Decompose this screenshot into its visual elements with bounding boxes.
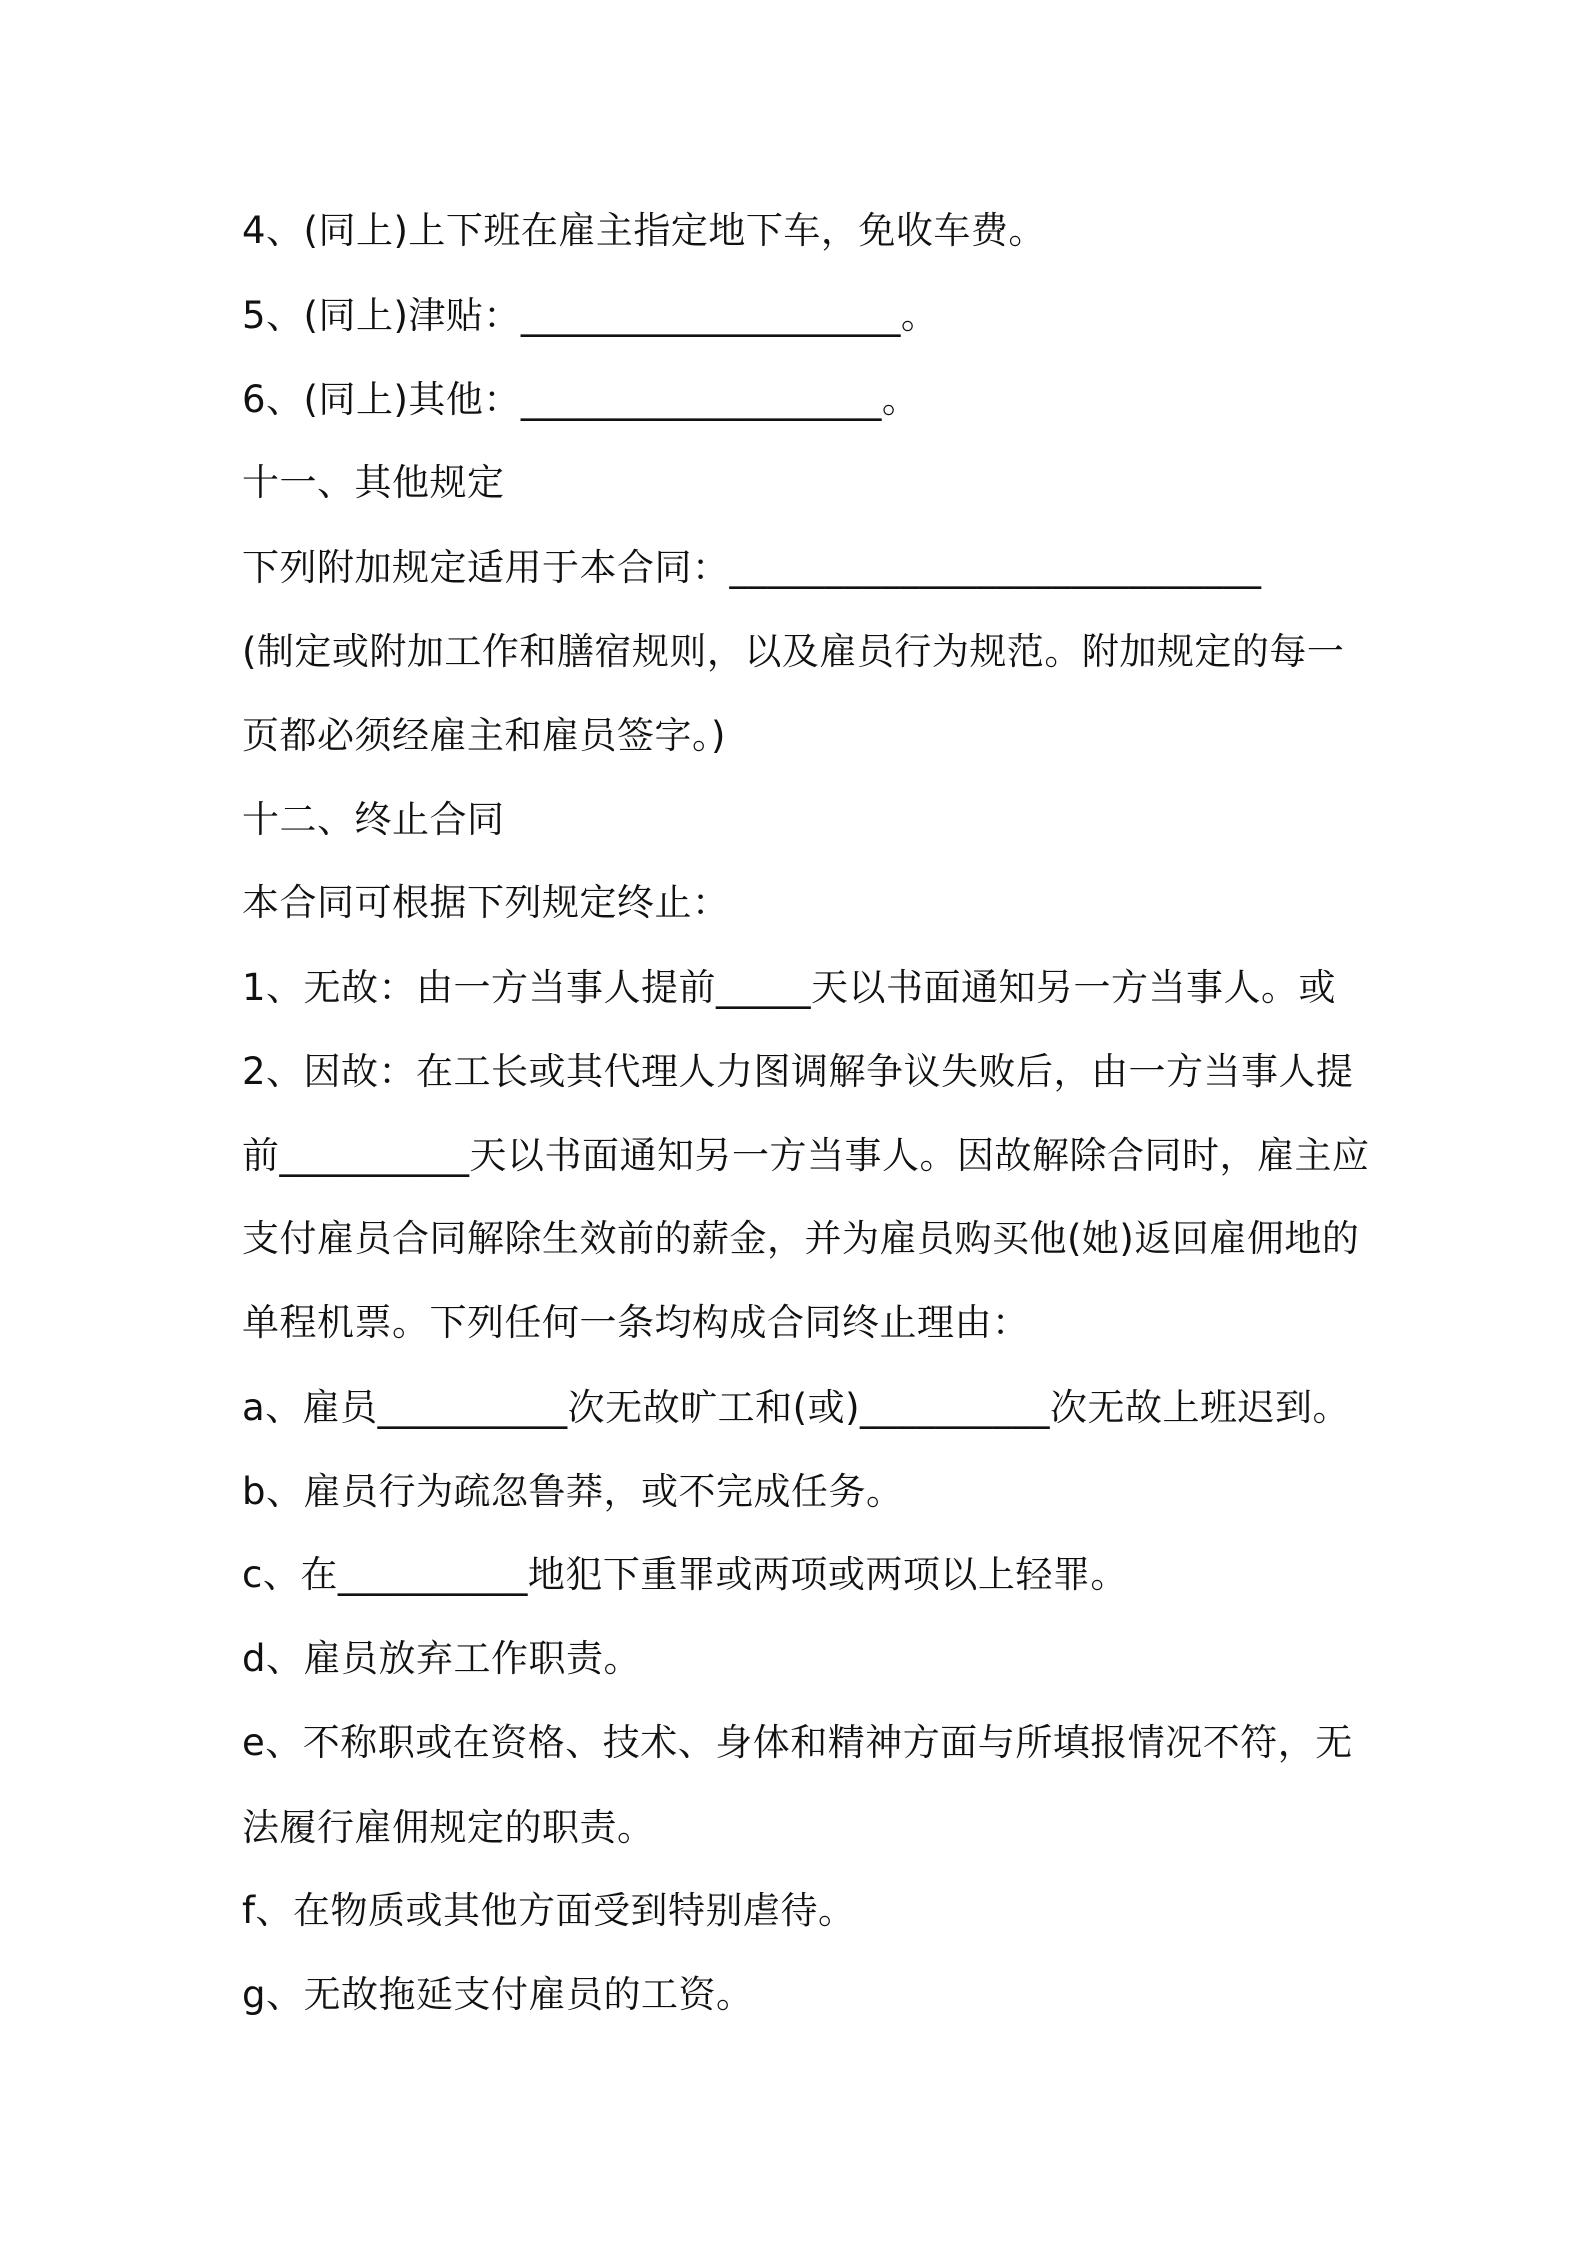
section-11-heading: 十一、其他规定 [242, 461, 505, 504]
reason-e-line-1: e、不称职或在资格、技术、身体和精神方面与所填报情况不符，无 [242, 1721, 1353, 1764]
termination-clause-1: 1、无故：由一方当事人提前_____天以书面通知另一方当事人。或 [242, 966, 1337, 1009]
section-12-heading: 十二、终止合同 [242, 798, 505, 841]
reason-d: d、雇员放弃工作职责。 [242, 1637, 641, 1680]
clause-5-allowance: 5、(同上)津贴：____________________。 [242, 294, 939, 337]
reason-a: a、雇员__________次无故旷工和(或)__________次无故上班迟到。 [242, 1386, 1351, 1429]
termination-clause-2-line-3: 支付雇员合同解除生效前的薪金，并为雇员购买他(她)返回雇佣地的 [242, 1217, 1360, 1260]
clause-6-other: 6、(同上)其他：___________________。 [242, 378, 920, 421]
reason-e-line-2: 法履行雇佣规定的职责。 [242, 1806, 655, 1849]
reason-g: g、无故拖延支付雇员的工资。 [242, 1973, 754, 2016]
reason-c: c、在__________地犯下重罪或两项或两项以上轻罪。 [242, 1553, 1128, 1596]
reason-f: f、在物质或其他方面受到特别虐待。 [242, 1889, 856, 1932]
termination-clause-2-line-2: 前__________天以书面通知另一方当事人。因故解除合同时，雇主应 [242, 1134, 1370, 1177]
termination-intro: 本合同可根据下列规定终止： [242, 881, 730, 924]
termination-clause-2-line-4: 单程机票。下列任何一条均构成合同终止理由： [242, 1301, 1030, 1344]
clause-4-transport: 4、(同上)上下班在雇主指定地下车，免收车费。 [242, 209, 1046, 252]
additional-rules-note-1: (制定或附加工作和膳宿规则，以及雇员行为规范。附加规定的每一 [242, 630, 1345, 673]
termination-clause-2-line-1: 2、因故：在工长或其代理人力图调解争议失败后，由一方当事人提 [242, 1050, 1354, 1093]
additional-rules-note-2: 页都必须经雇主和雇员签字。) [242, 714, 726, 757]
additional-rules-line: 下列附加规定适用于本合同：____________________________ [242, 546, 1262, 589]
reason-b: b、雇员行为疏忽鲁莽，或不完成任务。 [242, 1470, 904, 1513]
